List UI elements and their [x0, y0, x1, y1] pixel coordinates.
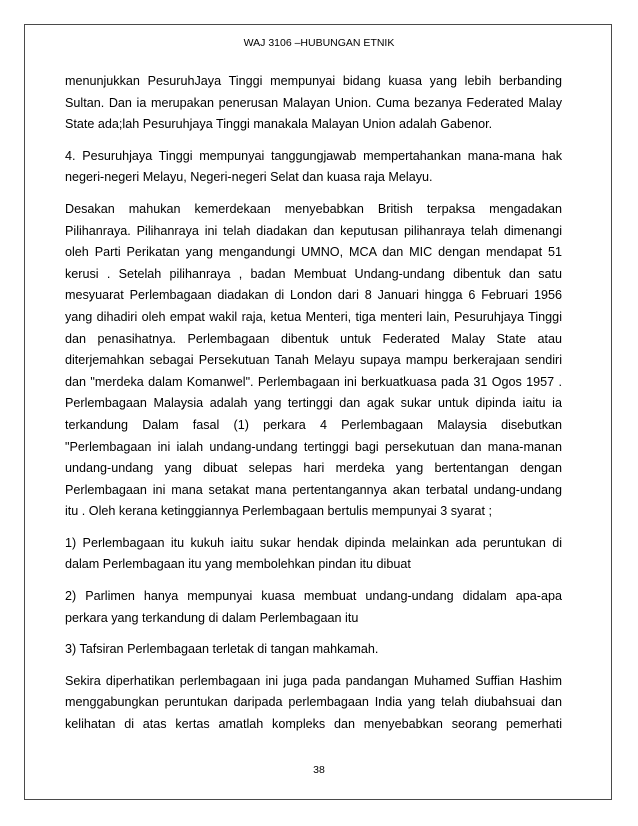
text-line: menunjukkan PesuruhJaya Tinggi mempunyai bidang kuasa yang lebih berbanding	[65, 74, 562, 88]
text-line: Sultan. Dan ia merupakan penerusan Malayan Union. Cuma bezanya Federated Malay	[65, 95, 562, 110]
text-line: Perlembagaan ini mana setakat mana pertentangannya akan terbatal undang-undang	[65, 482, 562, 497]
text-line: 4. Pesuruhjaya Tinggi mempunyai tanggungjawab mempertahankan mana-mana hak	[65, 148, 562, 163]
text-line: oleh Parti Perikatan yang mengandungi UMNO, MCA dan MIC dengan mendapat 51	[65, 245, 562, 260]
text-line: "Perlembagaan ini ialah undang-undang tertinggi bagi persekutuan dan mana-manan	[65, 439, 562, 454]
text-line: dan penasihatnya. Perlembagaan dibentuk untuk Federated Malay State atau	[65, 331, 562, 346]
page-header: WAJ 3106 –HUBUNGAN ETNIK	[243, 37, 395, 49]
page-number: 38	[313, 764, 325, 776]
text-line: negeri-negeri Melayu, Negeri-negeri Selat dan kuasa raja Melayu.	[65, 170, 433, 185]
document-body	[65, 71, 562, 746]
text-line: perkara yang terkandung di dalam Perlembagaan itu	[65, 610, 359, 625]
text-line: Perlembagaan Malaysia adalah yang tertinggi dan agak sukar untuk dipinda iaitu ia	[65, 396, 562, 411]
paragraph	[65, 639, 562, 661]
text-line: 1) Perlembagaan itu kukuh iaitu sukar hendak dipinda melainkan ada peruntukan di	[65, 535, 562, 550]
text-line: undang-undang yang dibuat selepas hari merdeka yang bertentangan dengan	[65, 461, 562, 476]
paragraph	[65, 533, 562, 576]
text-line: 3) Tafsiran Perlembagaan terletak di tangan mahkamah.	[65, 642, 379, 657]
text-line: menggabungkan peruntukan daripada perlembagaan India yang telah diubahsuai dan	[65, 695, 562, 710]
text-line: 2) Parlimen hanya mempunyai kuasa membuat undang-undang didalam apa-apa	[65, 589, 562, 604]
text-line: diterjemahkan sebagai Persekutuan Tanah Melayu supaya mampu berkerajaan sendiri	[65, 353, 562, 368]
paragraph	[65, 671, 562, 736]
text-line: Pilihanraya. Pilihanraya ini telah diadakan dan keputusan pilihanraya telah dimenangi	[65, 223, 562, 238]
paragraph	[65, 586, 562, 629]
text-line: dan "merdeka dalam Komanwel". Perlembagaan ini berkuatkuasa pada 31 Ogos 1957 .	[65, 374, 562, 389]
text-line: terkandung Dalam fasal (1) perkara 4 Perlembagaan Malaysia disebutkan	[65, 417, 562, 432]
text-line: mesyuarat Perlembagaan diadakan di London dari 8 Januari hingga 6 Februari 1956	[65, 288, 562, 303]
text-line: kerusi . Setelah pilihanraya , badan Membuat Undang-undang dibentuk dan satu	[65, 266, 562, 281]
text-line: yang dihadiri oleh empat wakil raja, ketua Menteri, tiga menteri lain, Pesuruhjaya Tinggi	[65, 309, 562, 324]
text-line: Desakan mahukan kemerdekaan menyebabkan British terpaksa mengadakan	[65, 201, 562, 216]
paragraph	[65, 199, 562, 523]
paragraph	[65, 146, 562, 189]
text-line: kelihatan di atas kertas amatlah kompleks dan menyebabkan seorang pemerhati	[65, 717, 562, 732]
text-line: itu . Oleh kerana ketinggiannya Perlembagaan bertulis mempunyai 3 syarat ;	[65, 504, 493, 519]
text-line: Sekira diperhatikan perlembagaan ini juga pada pandangan Muhamed Suffian Hashim	[65, 673, 562, 688]
paragraph	[65, 71, 562, 136]
text-line: State ada;lah Pesuruhjaya Tinggi manakala Malayan Union adalah Gabenor.	[65, 117, 493, 132]
text-line: dalam Perlembagaan itu yang membolehkan pindan itu dibuat	[65, 557, 411, 572]
